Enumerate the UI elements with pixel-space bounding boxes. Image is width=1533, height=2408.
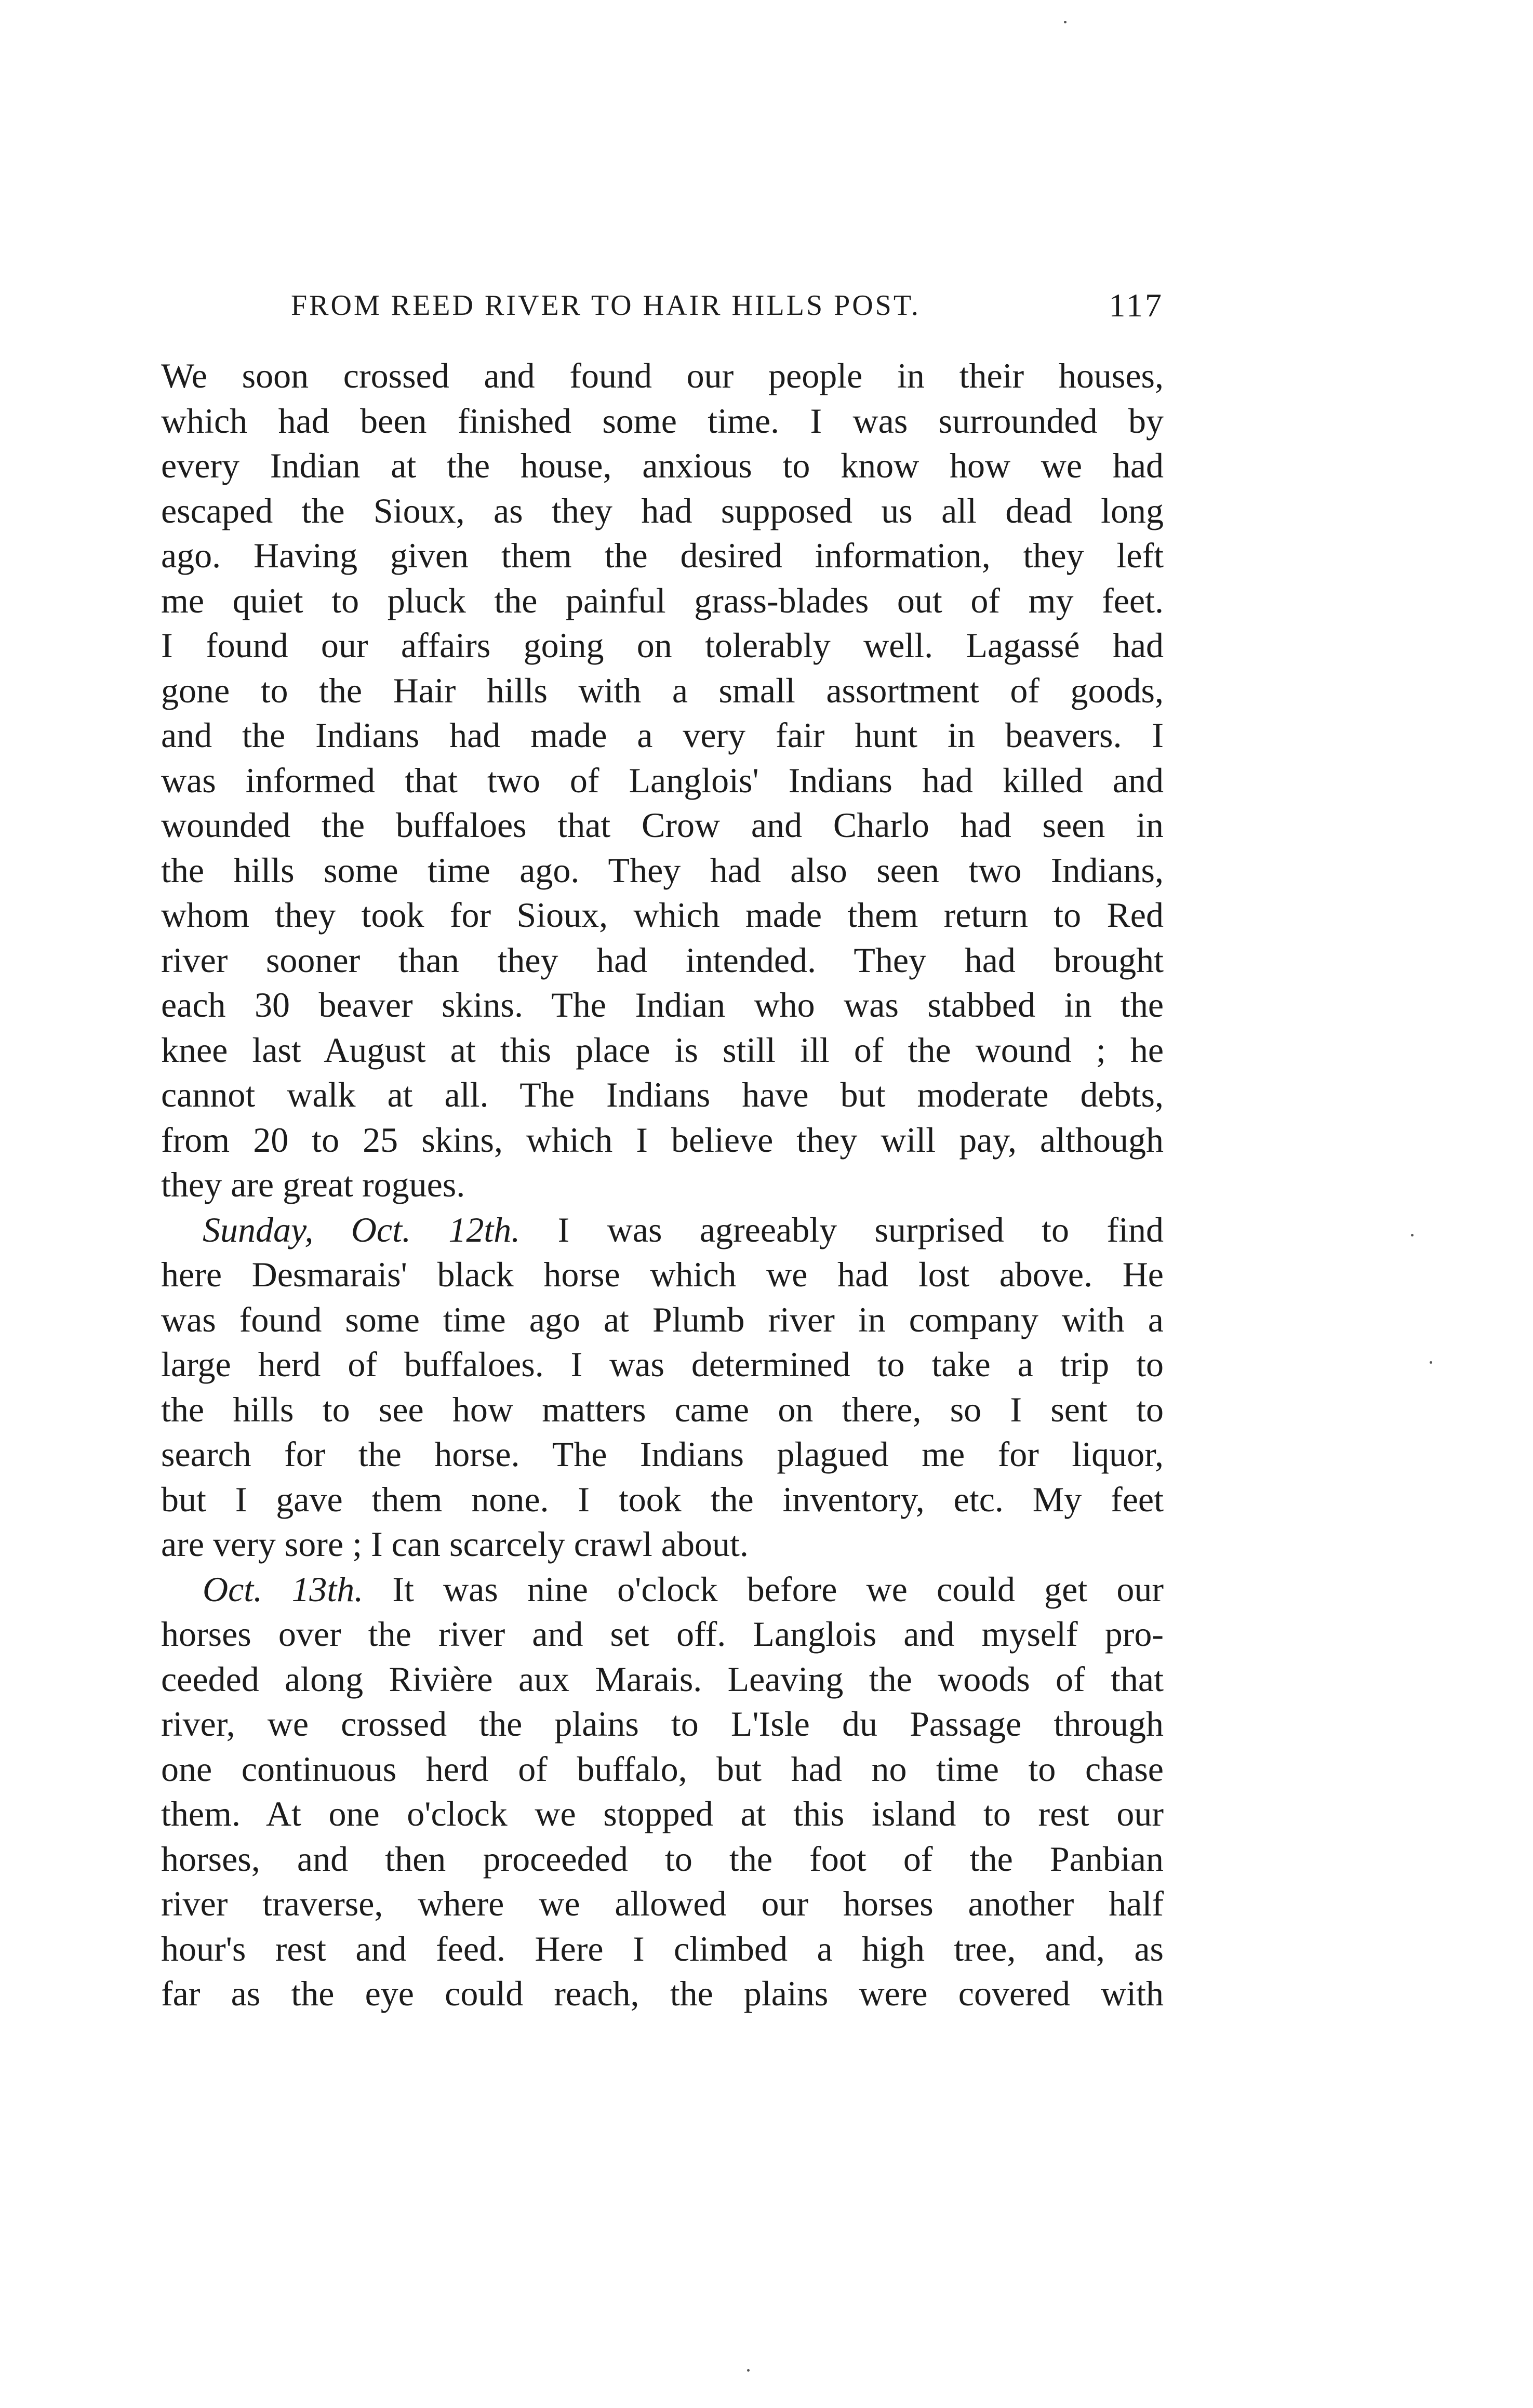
text-line: escaped the Sioux, as they had supposed us all dead long	[161, 490, 1164, 530]
text-line: hour's rest and feed. Here I climbed a high tree, and, as	[161, 1928, 1164, 1968]
paper-speck	[1411, 1234, 1414, 1236]
text-line: from 20 to 25 skins, which I believe they will pay, although	[161, 1120, 1164, 1160]
text-line: I found our affairs going on tolerably well. Lagassé had	[161, 626, 1164, 665]
text-line: Sunday, Oct. 12th. I was agreeably surprised to find	[203, 1209, 1164, 1249]
text-line: search for the horse. The Indians plagued me for liquor,	[161, 1434, 1164, 1474]
text-line: knee last August at this place is still ill of the wound ; he	[161, 1030, 1164, 1070]
text-line: horses over the river and set off. Langlois and myself pro-	[161, 1614, 1164, 1654]
date-lead: Oct. 13th.	[203, 1569, 364, 1609]
text-line: the hills some time ago. They had also seen two Indians,	[161, 850, 1164, 890]
text-line: was informed that two of Langlois' Indians had killed and	[161, 760, 1164, 800]
date-lead: Sunday, Oct. 12th.	[203, 1209, 521, 1249]
text-line: one continuous herd of buffalo, but had no time to chase	[161, 1749, 1164, 1789]
text-line: whom they took for Sioux, which made them return to Red	[161, 895, 1164, 935]
text-line: me quiet to pluck the painful grass-blades out of my feet.	[161, 580, 1164, 620]
text-line: are very sore ; I can scarcely crawl about.	[161, 1524, 749, 1564]
text-line: We soon crossed and found our people in their houses,	[161, 356, 1164, 395]
text-line: cannot walk at all. The Indians have but moderate debts,	[161, 1075, 1164, 1114]
paper-speck	[1430, 1361, 1432, 1364]
text-line: horses, and then proceeded to the foot of the Panbian	[161, 1839, 1164, 1879]
text-line: was found some time ago at Plumb river in company with a	[161, 1299, 1164, 1339]
text-line: them. At one o'clock we stopped at this island to rest our	[161, 1794, 1164, 1833]
text-line: every Indian at the house, anxious to know how we had	[161, 446, 1164, 485]
text-line: river sooner than they had intended. They had brought	[161, 940, 1164, 980]
text-line: ceeded along Rivière aux Marais. Leaving the woods of that	[161, 1659, 1164, 1699]
text-line: here Desmarais' black horse which we had lost above. He	[161, 1255, 1164, 1294]
text-line: and the Indians had made a very fair hunt in beavers. I	[161, 715, 1164, 755]
page-number: 117	[1109, 287, 1164, 324]
text-line: ago. Having given them the desired information, they left	[161, 536, 1164, 575]
text-line: the hills to see how matters came on there, so I sent to	[161, 1389, 1164, 1429]
paper-speck	[747, 2369, 750, 2372]
paper-speck	[1064, 21, 1067, 23]
text-line: which had been finished some time. I was surrounded by	[161, 401, 1164, 441]
text-line: river, we crossed the plains to L'Isle du Passage through	[161, 1704, 1164, 1744]
body-text	[161, 353, 1164, 2016]
running-title: FROM REED RIVER TO HAIR HILLS POST.	[291, 289, 921, 322]
text-line: river traverse, where we allowed our horses another half	[161, 1884, 1164, 1923]
text-line: but I gave them none. I took the inventory, etc. My feet	[161, 1479, 1164, 1519]
text-line: they are great rogues.	[161, 1165, 465, 1204]
text-line: each 30 beaver skins. The Indian who was stabbed in the	[161, 985, 1164, 1025]
page-header	[161, 285, 1164, 326]
text-line: large herd of buffaloes. I was determined to take a trip to	[161, 1345, 1164, 1384]
text-line: far as the eye could reach, the plains were covered with	[161, 1974, 1164, 2013]
text-line: Oct. 13th. It was nine o'clock before we could get our	[203, 1569, 1164, 1609]
text-line: wounded the buffaloes that Crow and Charlo had seen in	[161, 805, 1164, 845]
text-line: gone to the Hair hills with a small assortment of goods,	[161, 670, 1164, 710]
